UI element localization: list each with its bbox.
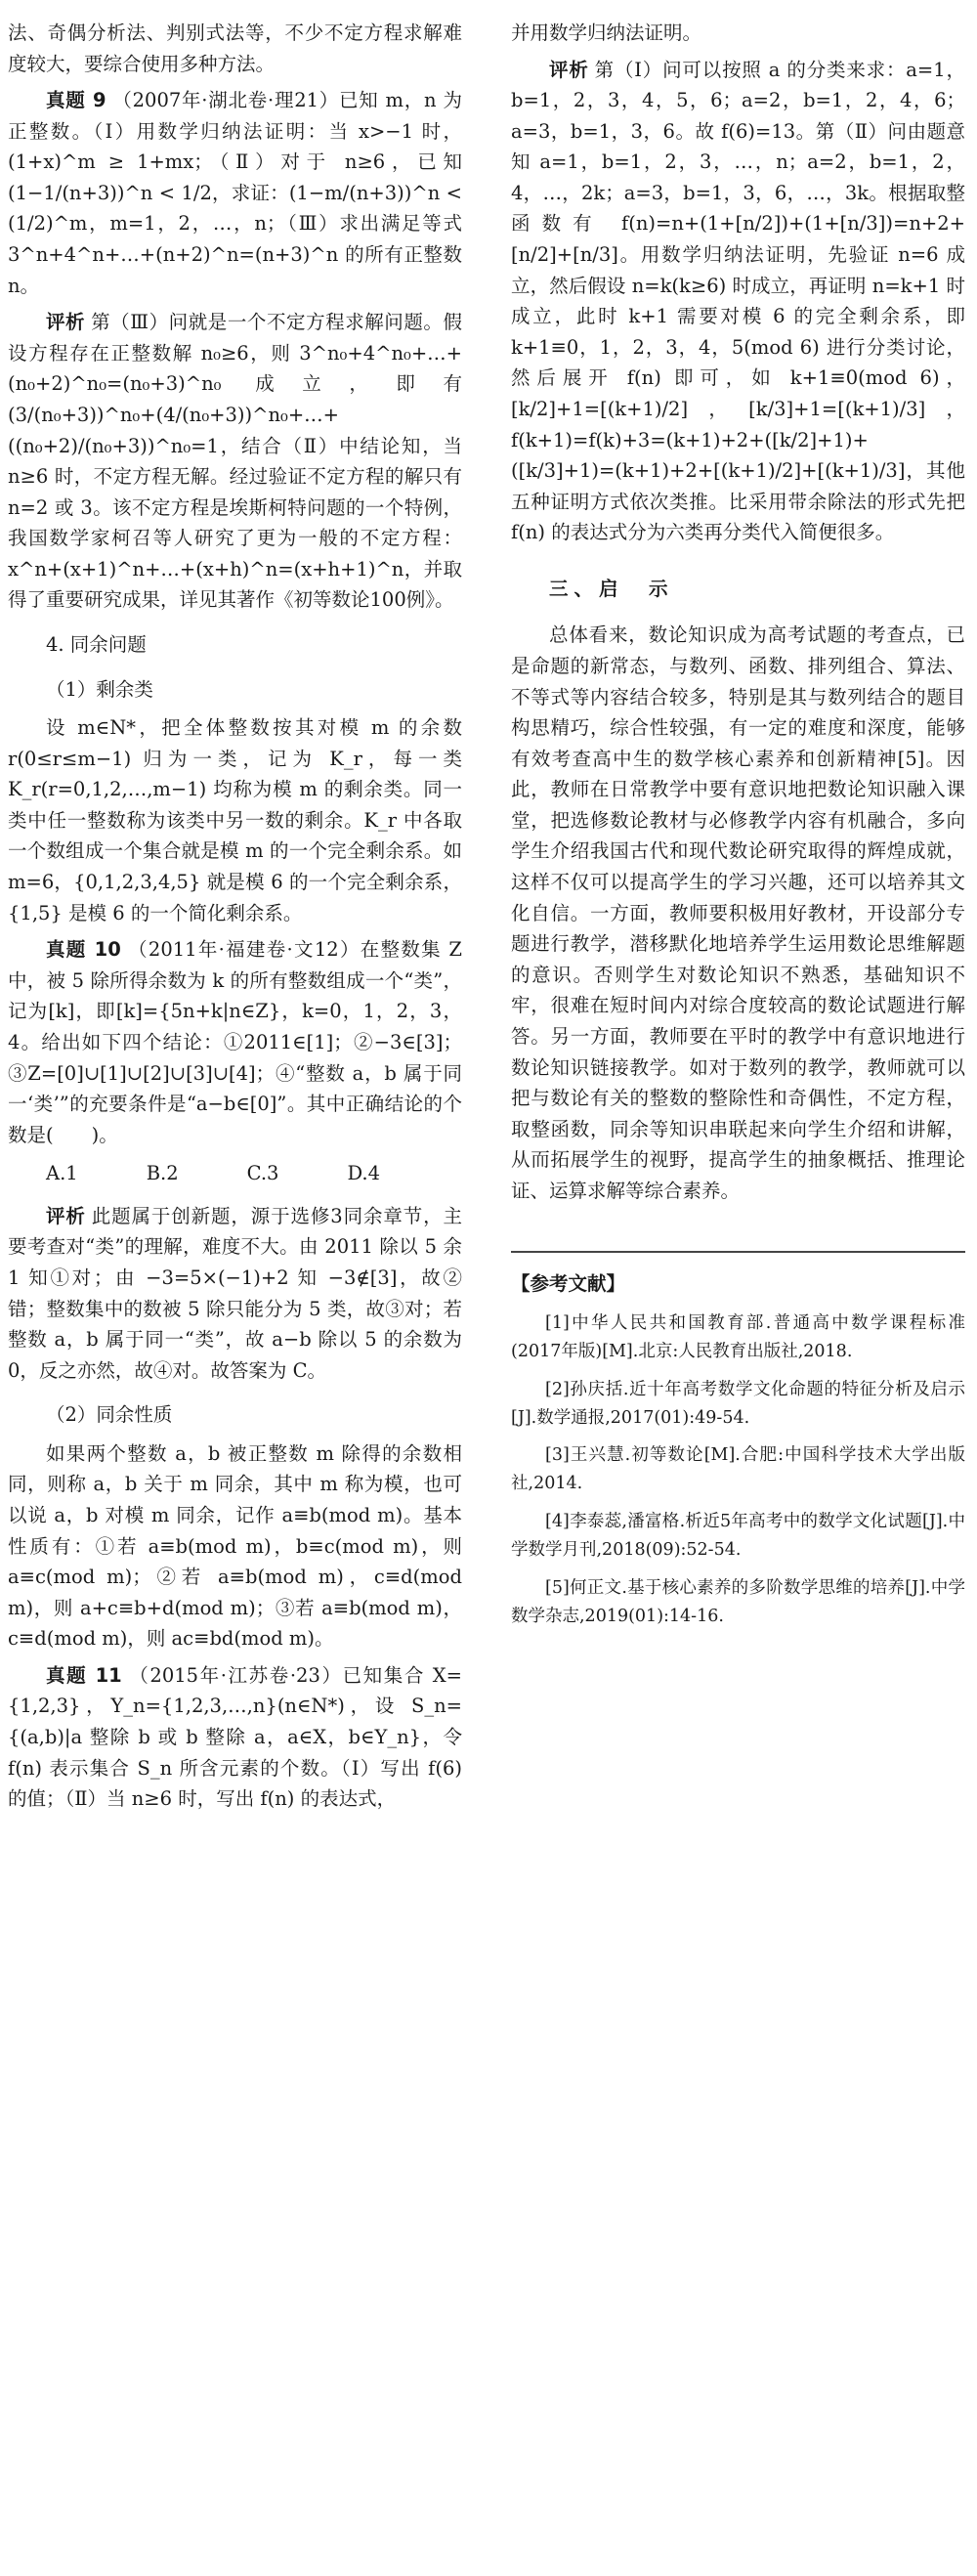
reference-item: [2]孙庆括.近十年高考数学文化命题的特征分析及启示[J].数学通报,2017(01):49-54. (511, 1379, 965, 1428)
reference-item: [1]中华人民共和国教育部.普通高中数学课程标准(2017年版)[M].北京:人民教育出版社,2018. (511, 1312, 965, 1361)
problem-10-comment-text: 此题属于创新题，源于选修3同余章节，主要考查对“类”的理解，难度不大。由 2011 除以 5 余 1 知①对；由 −3=5×(−1)+2 知 −3∉[3]，故②错；整数集中的数被 5 除只能分为 5 类，故③对；若整数 a，b 属于同一“类”，故 a−b 除以 5 的余数为 0，反之亦然，故④对。故答案为 C。 (8, 1204, 462, 1382)
problem-10 (8, 934, 462, 1150)
choice-b: B.2 (146, 1162, 179, 1185)
answer-choices (46, 1158, 462, 1189)
problem-9-tag: 真题 9 (46, 89, 106, 112)
reference-item: [5]何正文.基于核心素养的多阶数学思维的培养[J].中学数学杂志,2019(01):14-16. (511, 1577, 965, 1626)
problem-10-comment (8, 1201, 462, 1386)
problem-9 (8, 85, 462, 301)
reference-item: [3]王兴慧.初等数论[M].合肥:中国科学技术大学出版社,2014. (511, 1445, 965, 1494)
right-column (511, 18, 965, 1641)
problem-11-tag: 真题 11 (46, 1663, 122, 1687)
comment-tag: 评析 (46, 1204, 86, 1227)
problem-11-text: （2015年·江苏卷·23）已知集合 X={1,2,3}，Y_n={1,2,3,…,n}(n∈N*)，设 S_n={(a,b)|a 整除 b 或 b 整除 a，a∈X，b∈Y_n}，令 f(n) 表示集合 S_n 所含元素的个数。（Ⅰ）写出 f(6) 的值；（Ⅱ）当 n≥6 时，写出 f(n) 的表达式， (8, 1663, 462, 1811)
problem-11 (8, 1660, 462, 1815)
intro-paragraph: 法、奇偶分析法、判别式法等，不少不定方程求解难度较大，要综合使用多种方法。 (8, 21, 462, 75)
section-3-heading: 三、启 示 (549, 577, 674, 600)
comment-tag: 评析 (46, 311, 86, 334)
problem-9-text: （2007年·湖北卷·理21）已知 m，n 为正整数。（Ⅰ）用数学归纳法证明：当 x>−1 时，(1+x)^m ≥ 1+mx；（Ⅱ）对于 n≥6，已知 (1−1/(n+3))^n < 1/2，求证：(1−m/(n+3))^n < (1/2)^m，m=1，2，…，n；（Ⅲ）求出满足等式 3^n+4^n+…+(n+2)^n=(n+3)^n 的所有正整数 n。 (8, 89, 462, 297)
left-column (8, 18, 462, 1821)
problem-11-comment (511, 55, 965, 548)
congruence-paragraph: 如果两个整数 a，b 被正整数 m 除得的余数相同，则称 a，b 关于 m 同余，其中 m 称为模，也可以说 a，b 对模 m 同余，记作 a≡b(mod m)。基本性质有：①若 a≡b(mod m)，b≡c(mod m)，则 a≡c(mod m)；②若 a≡b(mod m)，c≡d(mod m)，则 a+c≡b+d(mod m)；③若 a≡b(mod m)，c≡d(mod m)，则 ac≡bd(mod m)。 (8, 1441, 462, 1651)
choice-c: C.3 (246, 1162, 279, 1185)
problem-9-comment (8, 307, 462, 616)
references (511, 1251, 965, 1630)
problem-11-comment-text: 第（Ⅰ）问可以按照 a 的分类来求：a=1，b=1，2，3，4，5，6；a=2，b=1，2，4，6；a=3，b=1，3，6。故 f(6)=13。第（Ⅱ）问由题意知 a=1，b=1，2，3，…，n；a=2，b=1，2，4，…，2k；a=3，b=1，3，6，…，3k。根据取整函数有 f(n)=n+(1+[n/2])+(1+[n/3])=n+2+[n/2]+[n/3]。用数学归纳法证明，先验证 n=6 成立，然后假设 n=k(k≥6) 时成立，再证明 n=k+1 时成立，此时 k+1 需要对模 6 的完全剩余系，即 k+1≡0，1，2，3，4，5(mod 6) 进行分类讨论，然后展开 f(n) 即可，如 k+1≡0(mod 6)，[k/2]+1=[(k+1)/2]，[k/3]+1=[(k+1)/3]，f(k+1)=f(k)+3=(k+1)+2+([k/2]+1)+([k/3]+1)=(k+1)+2+[(k+1)/2]+[(k+1)/3]，其他五种证明方式依次类推。比采用带余除法的形式先把 f(n) 的表达式分为六类再分类代入简便很多。 (511, 58, 965, 544)
problem-10-tag: 真题 10 (46, 938, 121, 962)
subsection-residue-heading: （1）剩余类 (46, 677, 153, 701)
summary-paragraph: 总体看来，数论知识成为高考试题的考查点，已是命题的新常态，与数列、函数、排列组合、算法、不等式等内容结合较多，特别是其与数列结合的题目构思精巧，综合性较强，有一定的难度和深度，能够有效考查高中生的数学核心素养和创新精神[5]。因此，教师在日常教学中要有意识地把数论知识融入课堂，把选修数论教材与必修教学内容有机融合，多向学生介绍我国古代和现代数论研究取得的辉煌成就，这样不仅可以提高学生的学习兴趣，还可以培养其文化自信。一方面，教师要积极用好教材，开设部分专题进行教学，潜移默化地培养学生运用数论思维解题的意识。否则学生对数论知识不熟悉，基础知识不牢，很难在短时间内对综合度较高的数论试题进行解答。另一方面，教师要在平时的教学中有意识地进行数论知识链接教学。如对于数列的教学，教师就可以把与数论有关的整数的整除性和奇偶性，不定方程，取整函数，同余等知识串联起来向学生介绍和讲解，从而拓展学生的视野，提高学生的抽象概括、推理论证、运算求解等综合素养。 (511, 623, 965, 1202)
residue-paragraph: 设 m∈N*，把全体整数按其对模 m 的余数 r(0≤r≤m−1) 归为一类，记为 K_r，每一类 K_r(r=0,1,2,…,m−1) 均称为模 m 的剩余类。同一类中任一整数称为该类中另一数的剩余。K_r 中各取一个数组成一个集合就是模 m 的一个完全剩余系。如 m=6，{0,1,2,3,4,5} 就是模 6 的一个完全剩余系，{1,5} 是模 6 的一个简化剩余系。 (8, 716, 462, 924)
reference-item: [4]李泰蕊,潘富格.析近5年高考中的数学文化试题[J].中学数学月刊,2018(09):52-54. (511, 1512, 965, 1561)
problem-9-comment-text: 第（Ⅲ）问就是一个不定方程求解问题。假设方程存在正整数解 n₀≥6，则 3^n₀+4^n₀+…+(n₀+2)^n₀=(n₀+3)^n₀ 成立，即有 (3/(n₀+3))^n₀+(4/(n₀+3))^n₀+…+((n₀+2)/(n₀+3))^n₀=1，结合（Ⅱ）中结论知，当 n≥6 时，不定方程无解。经过验证不定方程的解只有 n=2 或 3。该不定方程是埃斯柯特问题的一个特例，我国数学家柯召等人研究了更为一般的不定方程：x^n+(x+1)^n+…+(x+h)^n=(x+h+1)^n，并取得了重要研究成果，详见其著作《初等数论100例》。 (8, 311, 462, 612)
choice-d: D.4 (347, 1162, 381, 1185)
references-title: 【参考文献】 (511, 1272, 626, 1296)
subsection-congruence-heading: （2）同余性质 (46, 1403, 173, 1427)
problem-10-text: （2011年·福建卷·文12）在整数集 Z 中，被 5 除所得余数为 k 的所有整数组成一个“类”，记为[k]，即[k]={5n+k|n∈Z}，k=0，1，2，3，4。给出如下四个结论：①2011∈[1]；②−3∈[3]；③Z=[0]∪[1]∪[2]∪[3]∪[4]；④“整数 a，b 属于同一‘类’”的充要条件是“a−b∈[0]”。其中正确结论的个数是( )。 (8, 938, 462, 1146)
comment-tag: 评析 (549, 58, 589, 81)
choice-a: A.1 (46, 1162, 78, 1185)
continuation-line: 并用数学归纳法证明。 (511, 21, 702, 44)
section-4-heading: 4. 同余问题 (46, 632, 147, 656)
